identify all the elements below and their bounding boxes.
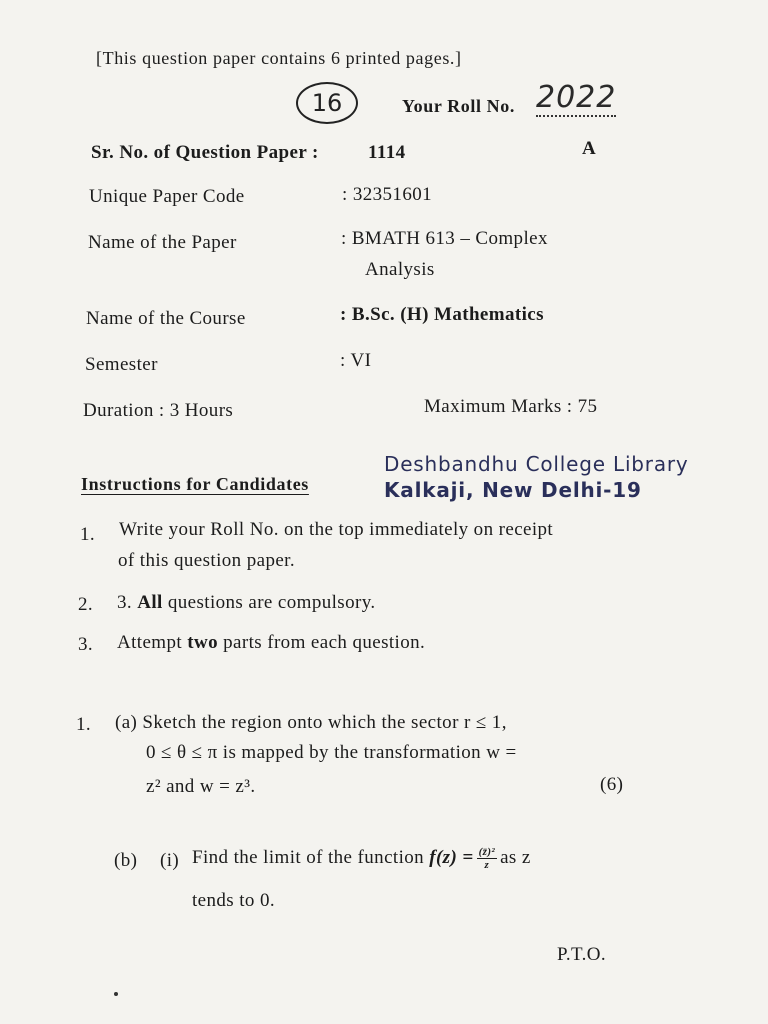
instruction-text: Attempt two parts from each question. <box>117 632 426 653</box>
page-count-note: [This question paper contains 6 printed pages.] <box>96 48 462 68</box>
paper-name-label: Name of the Paper <box>88 232 237 253</box>
question-1b-sub-label: (i) <box>160 850 180 871</box>
unique-paper-code-label: Unique Paper Code <box>89 186 245 207</box>
instruction-number: 2. <box>78 594 94 615</box>
paper-name-value-cont: Analysis <box>365 259 435 280</box>
maximum-marks: Maximum Marks : 75 <box>424 396 598 417</box>
question-1a-marks: (6) <box>600 774 624 795</box>
fraction-numerator: (z̄)² <box>478 845 496 858</box>
semester-value: : VI <box>340 350 372 371</box>
fraction-denominator: z <box>484 858 490 871</box>
library-stamp-line1: Deshbandhu College Library <box>384 452 689 476</box>
instruction-number: 1. <box>80 524 96 545</box>
instruction-text: 3. All questions are compulsory. <box>117 592 376 613</box>
question-1b-text: Find the limit of the function f(z) = $\frac{\text{(z̄)²}}{z}$ as z <box>192 845 531 871</box>
course-name-value: : B.Sc. (H) Mathematics <box>340 304 544 325</box>
unique-paper-code-value: : 32351601 <box>342 184 433 205</box>
roll-number-field <box>536 80 616 117</box>
instruction-number: 3. <box>78 634 94 655</box>
question-1b-label: (b) <box>114 850 138 871</box>
question-1a-text-cont: 0 ≤ θ ≤ π is mapped by the transformation w = <box>146 742 517 763</box>
sr-no-value: 1114 <box>368 142 406 163</box>
emphasis: two <box>187 632 218 653</box>
emphasis: All <box>137 592 163 613</box>
instruction-text-cont: of this question paper. <box>118 550 296 571</box>
paper-name-value: : BMATH 613 – Complex <box>341 228 548 249</box>
question-number: 1. <box>76 714 92 735</box>
paper-speck <box>114 992 118 996</box>
question-1a-text: (a) Sketch the region onto which the sector r ≤ 1, <box>115 712 507 733</box>
instructions-heading: Instructions for Candidates <box>81 474 309 494</box>
semester-label: Semester <box>85 354 158 375</box>
roll-number-handwritten: 2022 <box>536 80 617 115</box>
circled-seat-number: 16 <box>296 82 358 124</box>
course-name-label: Name of the Course <box>86 308 246 329</box>
instruction-text: Write your Roll No. on the top immediately on receipt <box>119 519 554 540</box>
fraction <box>477 846 498 871</box>
please-turn-over: P.T.O. <box>557 944 607 965</box>
function-expression: f(z) = <box>429 847 474 868</box>
roll-number-label: Your Roll No. <box>402 96 515 116</box>
duration: Duration : 3 Hours <box>83 400 234 421</box>
question-1a-text-cont: z² and w = z³. <box>146 776 256 797</box>
sr-no-label: Sr. No. of Question Paper : <box>91 142 319 163</box>
library-stamp-line2: Kalkaji, New Delhi-19 <box>384 478 642 502</box>
paper-set-letter: A <box>582 138 597 159</box>
question-1b-text-cont: tends to 0. <box>192 890 276 911</box>
